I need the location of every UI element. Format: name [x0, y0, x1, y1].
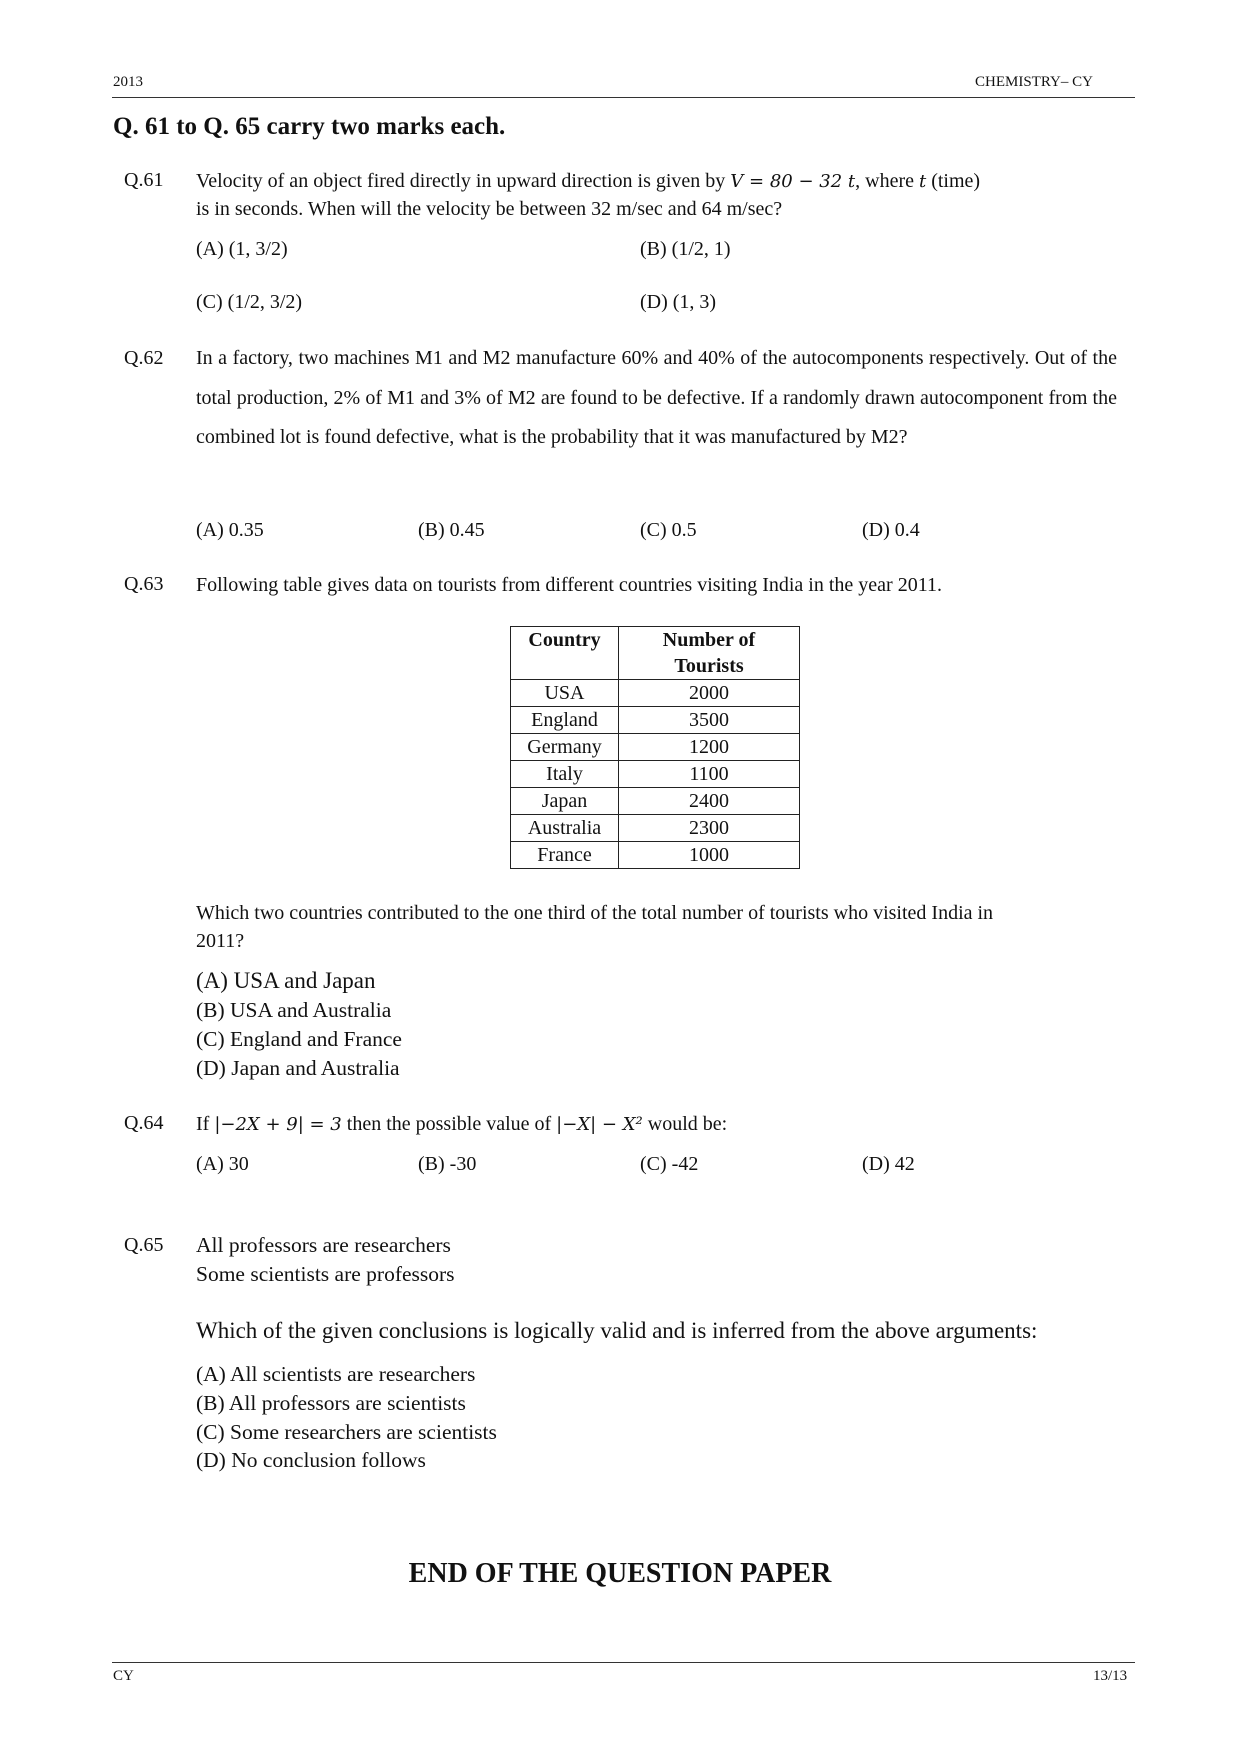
- tourists-cell: 2400: [619, 788, 800, 815]
- q64-option-c: (C) -42: [640, 1153, 699, 1175]
- q64-number: Q.64: [124, 1112, 164, 1134]
- q62-option-c: (C) 0.5: [640, 519, 697, 541]
- q62-number: Q.62: [124, 347, 164, 369]
- q62-option-d: (D) 0.4: [862, 519, 920, 541]
- q61-formula: V = 80 − 32 t: [730, 171, 856, 192]
- tourists-cell: 3500: [619, 707, 800, 734]
- section-heading: Q. 61 to Q. 65 carry two marks each.: [113, 113, 506, 140]
- q61-option-d: (D) (1, 3): [640, 291, 717, 313]
- country-cell: Australia: [511, 815, 619, 842]
- tourists-cell: 1000: [619, 842, 800, 869]
- country-cell: Japan: [511, 788, 619, 815]
- tourists-cell: 2300: [619, 815, 800, 842]
- q61-option-a: (A) (1, 3/2): [196, 238, 288, 260]
- page-number: 13/13: [1093, 1668, 1128, 1684]
- q61-number: Q.61: [124, 169, 164, 191]
- country-cell: Germany: [511, 734, 619, 761]
- q63-option-a: (A) USA and Japan: [196, 968, 376, 993]
- country-cell: France: [511, 842, 619, 869]
- table-row: [511, 734, 800, 761]
- tourists-cell: 1100: [619, 761, 800, 788]
- q61-text: Velocity of an object fired directly in upward direction is given by V = 80 − 32 t, where t (time): [196, 170, 981, 192]
- q65-question: Which of the given conclusions is logically valid and is inferred from the above arguments:: [196, 1318, 1038, 1343]
- q64-formula-1: |−2X + 9| = 3: [214, 1114, 342, 1135]
- footer-rule: [112, 1662, 1135, 1663]
- q65-option-c: (C) Some researchers are scientists: [196, 1420, 497, 1444]
- table-row: [511, 788, 800, 815]
- table-row: [511, 761, 800, 788]
- header-year: 2013: [113, 74, 143, 90]
- tourists-cell: 1200: [619, 734, 800, 761]
- q61-option-b: (B) (1/2, 1): [640, 238, 731, 260]
- tourists-cell: 2000: [619, 680, 800, 707]
- table-header-tourists: Number of Tourists: [619, 627, 800, 680]
- q62-option-a: (A) 0.35: [196, 519, 264, 541]
- country-cell: Italy: [511, 761, 619, 788]
- country-cell: USA: [511, 680, 619, 707]
- q64-option-a: (A) 30: [196, 1153, 249, 1175]
- q65-premise-1: All professors are researchers: [196, 1233, 451, 1257]
- q62-text: In a factory, two machines M1 and M2 manufacture 60% and 40% of the autocomponents respectively. Out of the total production, 2% of M1 and 3% of M2 are found to be defective. If a randomly drawn autocomponent from the combined lot is found defective, what is the probability that it was manufactured by M2?: [196, 347, 1117, 448]
- q63-option-c: (C) England and France: [196, 1027, 402, 1051]
- table-row: [511, 680, 800, 707]
- q63-option-d: (D) Japan and Australia: [196, 1056, 400, 1080]
- table-header-country: Country: [511, 627, 619, 680]
- q64-option-d: (D) 42: [862, 1153, 915, 1175]
- q65-option-a: (A) All scientists are researchers: [196, 1362, 476, 1386]
- q64-formula-2: |−X| − X²: [556, 1114, 643, 1135]
- country-cell: England: [511, 707, 619, 734]
- q65-number: Q.65: [124, 1234, 164, 1256]
- q63-number: Q.63: [124, 573, 164, 595]
- tourists-table: [510, 626, 800, 869]
- table-row: [511, 842, 800, 869]
- header-rule: [112, 97, 1135, 98]
- table-row: [511, 815, 800, 842]
- footer-code: CY: [113, 1668, 134, 1684]
- q64-text: If |−2X + 9| = 3 then the possible value of |−X| − X² would be:: [196, 1113, 728, 1135]
- q64-option-b: (B) -30: [418, 1153, 477, 1175]
- q63-question-line1: Which two countries contributed to the one third of the total number of tourists who visited India in: [196, 902, 994, 924]
- q65-premise-2: Some scientists are professors: [196, 1262, 455, 1286]
- end-of-paper: END OF THE QUESTION PAPER: [408, 1558, 832, 1589]
- q65-option-d: (D) No conclusion follows: [196, 1448, 426, 1472]
- header-subject: CHEMISTRY– CY: [975, 74, 1093, 90]
- q61-text-line2: is in seconds. When will the velocity be between 32 m/sec and 64 m/sec?: [196, 198, 783, 220]
- q62-option-b: (B) 0.45: [418, 519, 485, 541]
- q65-option-b: (B) All professors are scientists: [196, 1391, 466, 1415]
- table-row: [511, 707, 800, 734]
- q61-option-c: (C) (1/2, 3/2): [196, 291, 303, 313]
- q63-question-line2: 2011?: [196, 930, 245, 952]
- q63-intro: Following table gives data on tourists from different countries visiting India in the year 2011.: [196, 574, 942, 596]
- q63-option-b: (B) USA and Australia: [196, 998, 392, 1022]
